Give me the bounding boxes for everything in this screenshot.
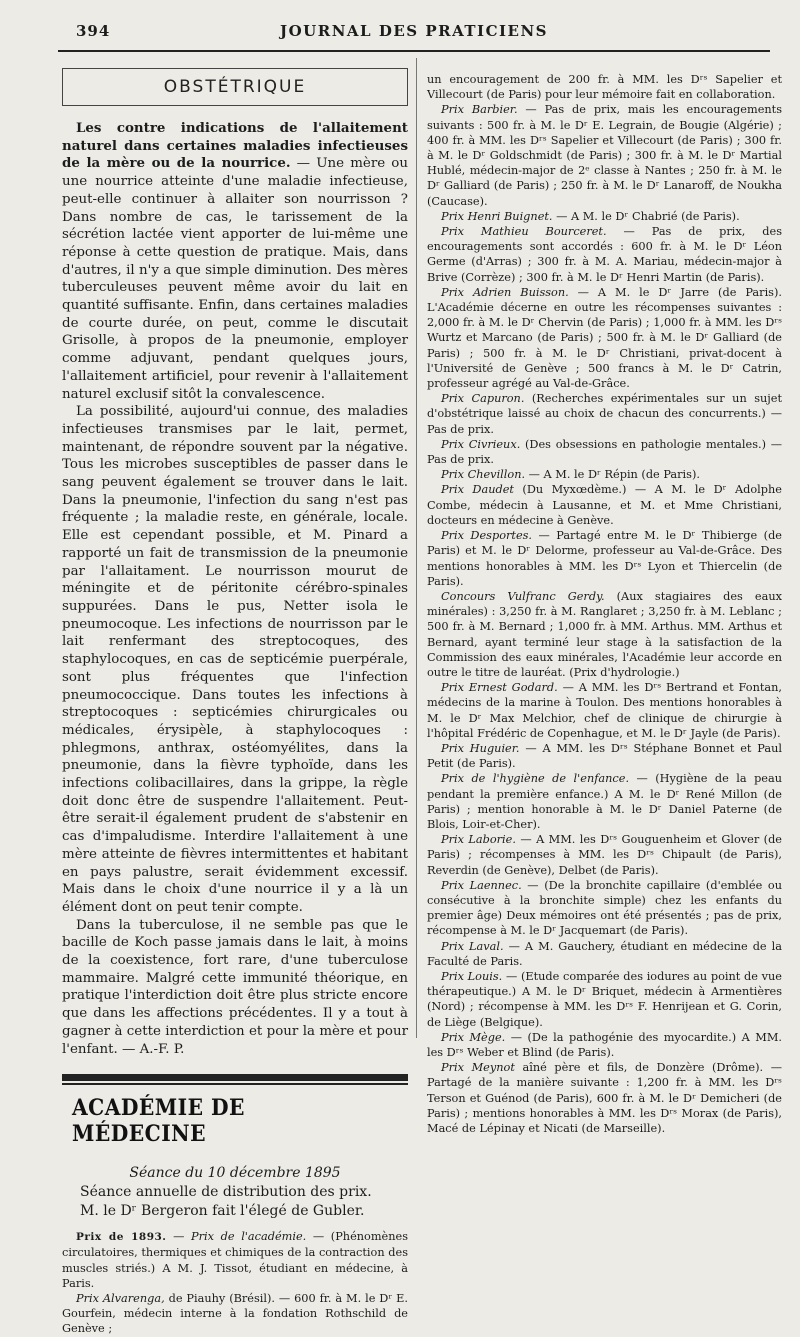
prize-name: Prix Chevillon. — [441, 468, 526, 482]
prize-name: Prix Capuron. — [441, 392, 525, 406]
prize-text: aîné père et fils, de Donzère (Drôme). — Partagé de la manière suivante : 1,200 fr. à MM. les Dʳˢ Terson et Guénod (de Paris), 600 fr. à M. le Dʳ Demicheri (de Paris) ; mentions honorables à MM. les Dʳˢ Morax (de Paris), Macé de Lépinay et Nicati (de Marseille). — [427, 1061, 783, 1136]
prize-entry — [427, 209, 782, 224]
prize-entry — [427, 969, 782, 1030]
prize-name: Prix Adrien Buisson. — [441, 285, 569, 299]
prize-entry: Prix de 1893. — Prix de l'académie. — (Phénomènes circulatoires, thermiques et chimiques de la contraction des muscles striés.) A M. J. Tissot, étudiant en médecine, à Paris. — [62, 1230, 408, 1290]
prize-entry — [427, 224, 782, 285]
article-paragraph: La possibilité, aujourd'ui connue, des maladies infectieuses transmises par le lait, permet, maintenant, de répondre souvent par la négative. Tous les microbes susceptibles de passer dans le sang peuvent également se trouver dans le lait. Dans la pneumonie, l'infection du sang n'est pas fréquente ; la maladie reste, en générale, locale. Elle est cependant possible, et M. Pinard a rapporté un fait de transmission de la pneumonie par l'allaitament. Le nourrisson mourut de méningite et de péritonite cérébro-spinales suppurées. Dans le pus, Netter isola le pneumocoque. Les infections de nourrisson par le lait renfermant des streptocoques, des staphylocoques, en cas de septicémie puerpérale, sont plus fréquentes que l'infection pneumococcique. Dans toutes les infections à streptocoques : septicémies chirurgicales ou médicales, érysipèle, à staphylocoques : phlegmons, anthrax, ostéomyélites, dans la pneumonie, dans la fièvre typhoïde, dans les infections colibacillaires, dans la grippe, la règle doit donc être de suspendre l'allaitement. Peut-être serait-il également prudent de s'abstenir en cas d'impaludisme. Interdire l'allaitement à une mère atteinte de fièvres intermittentes et habitant en pays palustre, serait évidemment excessif. Mais dans le choix d'une nourrice il y a là un élément dont on peut tenir compte. — [62, 404, 408, 915]
prize-entry — [427, 285, 782, 391]
prize-name: Prix de l'hygiène de l'enfance. — [441, 772, 630, 786]
prize-entry — [427, 741, 782, 771]
prize-entry — [427, 939, 782, 969]
section-separator — [62, 1074, 408, 1085]
prize-name: Prix Laval. — [441, 939, 504, 953]
prize-name: Prix Meynot — [441, 1061, 515, 1075]
prize-text: un encouragement de 200 fr. à MM. les Dʳˢ Sapelier et Villecourt (de Paris) pour leur mémoire fait en collaboration. — [427, 73, 782, 102]
prize-text: — (Hygiène de la peau pendant la première enfance.) A M. le Dʳ René Millon (de Paris) ; mention honorable à M. le Dʳ Daniel Paterne (de Blois, Loir-et-Cher). — [427, 772, 783, 831]
prize-entry — [427, 878, 782, 939]
prize-entry — [427, 1030, 782, 1060]
academie-title: ACADÉMIE DE MÉDECINE — [72, 1095, 245, 1148]
seance-date: Séance du 10 décembre 1895 — [129, 1165, 341, 1182]
prize-entry — [427, 482, 782, 528]
prize-name: Prix Mathieu Bourceret. — [441, 225, 607, 239]
prize-entry — [427, 589, 782, 680]
prize-name: Prix Huguier. — [441, 741, 520, 755]
page-number: 394 — [76, 22, 111, 40]
prize-name: Prix Civrieux. — [441, 437, 521, 451]
section-title: OBSTÉTRIQUE — [163, 77, 307, 97]
prize-name: Prix de l'académie. — [191, 1230, 307, 1244]
prize-year: Prix de 1893. — [76, 1231, 167, 1244]
prize-text: — A M. Gauchery, étudiant en médecine de la Faculté de Paris. — [427, 939, 782, 968]
prize-entry — [427, 528, 782, 589]
prize-entry — [62, 1291, 408, 1337]
prize-text: — (De la pathogénie des myocardite.) A MM. les Dʳˢ Weber et Blind (de Paris). — [427, 1030, 782, 1059]
seance-line: M. le Dʳ Bergeron fait l'élegé de Gubler. — [80, 1203, 365, 1220]
prize-name: Prix Barbier. — [441, 103, 518, 117]
prize-entry — [427, 102, 782, 208]
prize-text: — A MM. les Dʳˢ Gouguenheim et Glover (de Paris) ; récompenses à MM. les Dʳˢ Chipault (de Paris), Reverdin (de Genève), Delbet (de Paris). — [427, 833, 782, 877]
prize-text: de Piauhy (Brésil). — 600 fr. à M. le Dʳ E. Gourfein, médecin interne à la fondation Rothschild de Genève ; — [62, 1292, 408, 1336]
seance-line: Séance annuelle de distribution des prix. — [80, 1184, 372, 1201]
prize-text: — (Etude comparée des iodures au point de vue thérapeutique.) A M. le Dʳ Briquet, médecin à Armentières (Nord) ; récompense à MM. les Dʳˢ F. Henrijean et G. Corin, de Liège (Belgique). — [427, 969, 782, 1029]
prize-text: — A M. le Dʳ Chabrié (de Paris). — [552, 209, 740, 223]
right-column — [427, 72, 783, 1136]
prize-name: Prix Daudet — [441, 483, 514, 497]
column-divider — [416, 58, 417, 1038]
prize-entry — [427, 391, 782, 437]
prize-name: Prix Louis. — [441, 969, 503, 983]
prize-name: Prix Laborie. — [441, 833, 516, 847]
page-header — [58, 16, 770, 52]
prize-text: — Pas de prix, mais les encouragements suivants : 500 fr. à M. le Dʳ E. Legrain, de Bougie (Algérie) ; 400 fr. à MM. les Dʳˢ Sapelier et Villecourt (de Paris) ; 300 fr. à M. le Dʳ Goldschmidt (de Paris) ; 300 fr. à M. le Dʳ Martial Hublé, médecin-major de 2ᵉ classe à Nantes ; 250 fr. à M. le Dʳ Galliard (de Paris) ; 250 fr. à M. le Dʳ Lanaroff, de Noukha (Caucase). — [427, 103, 782, 208]
prize-entry — [427, 832, 782, 878]
prize-entry — [427, 680, 782, 741]
prize-text: — A M. le Dʳ Répin (de Paris). — [525, 468, 700, 482]
prize-text: (Du Myxœdème.) — A M. le Dʳ Adolphe Combe, médecin à Lausanne, et M. et Mme Christiani, docteurs en médecine à Genève. — [427, 483, 782, 527]
prize-text: — Partagé entre M. le Dʳ Thibierge (de Paris) et M. le Dʳ Delorme, professeur au Val-de-Grâce. Des mentions honorables à MM. les Dʳˢ Lyon et Thiercelin (de Paris). — [427, 529, 782, 588]
prize-name: Prix Mège. — [441, 1030, 506, 1044]
prize-entry — [427, 771, 782, 832]
journal-title: JOURNAL DES PRATICIENS — [280, 22, 548, 40]
left-column — [62, 62, 408, 1336]
prize-entry — [427, 72, 782, 102]
prize-entry — [427, 437, 782, 467]
prize-text: — (De la bronchite capillaire (d'emblée ou consécutive à la bronchite simple) chez les enfants du premier âge) Deux mémoires ont été présentés ; pas de prix, récompense à M. le Dʳ Jacquemart (de Paris). — [427, 878, 782, 938]
article-text: — Une mère ou une nourrice atteinte d'une maladie infectieuse, peut-elle continuer à allaiter son nourrisson ? Dans nombre de cas, le tarissement de la sécrétion lactée vient apporter de lui-même une réponse à cette question de pratique. Mais, dans d'autres, il n'y a que simple diminution. Des mères tuberculeuses peuvent même avoir du lait en quantité suffisante. Enfin, dans certaines maladies de courte durée, on peut, comme le discutait Grisolle, à propos de la pneumonie, employer comme adjuvant, pendant quelques jours, l'allaitement artificiel, pour revenir à l'allaitement naturel exclusif sitôt la convalescence. — [62, 156, 408, 402]
article-paragraph: Dans la tuberculose, il ne semble pas que le bacille de Koch passe jamais dans le lait, à moins de la coexistence, fort rare, d'une tuberculose mammaire. Malgré cette immunité théorique, en pratique l'interdiction doit être plus stricte encore que dans les affections précédentes. Il y a tout à gagner à cette interdiction et pour la mère et pour l'enfant. — A.-F. P. — [62, 917, 408, 1057]
prize-name: Prix Alvarenga, — [76, 1292, 165, 1306]
prize-entry — [427, 1060, 782, 1136]
prize-name: Prix Ernest Godard. — [441, 681, 558, 695]
prize-name: Prix Laennec. — [441, 878, 522, 892]
prize-text: (Recherches expérimentales sur un sujet d'obstétrique laissé au choix de chacun des concurrents.) — Pas de prix. — [427, 392, 783, 436]
prize-text: — A MM. les Dʳˢ Stéphane Bonnet et Paul Petit (de Paris). — [427, 741, 782, 771]
prize-name: Prix Henri Buignet. — [441, 209, 553, 223]
prize-text: (Des obsessions en pathologie mentales.) — Pas de prix. — [427, 437, 783, 467]
prize-text: — A MM. les Dʳˢ Bertrand et Fontan, médecins de la marine à Toulon. Des mentions honorables à M. le Dʳ Max Melchior, chef de clinique de chirurgie à l'hôpital Frédéric de Copenhague, et M. le Dʳ Jayle (de Paris). — [427, 681, 782, 740]
prize-name: Concours Vulfranc Gerdy. — [441, 589, 605, 603]
prize-text: — Pas de prix, des encouragements sont accordés : 600 fr. à M. le Dʳ Léon Germe (d'Arras) ; 300 fr. à M. A. Mariau, médecin-major à Brive (Corrèze) ; 300 fr. à M. le Dʳ Henri Martin (de Paris). — [427, 225, 782, 284]
prize-text: — (Phénomènes circulatoires, thermiques et chimiques de la contraction des muscles striés.) A M. J. Tissot, étudiant en médecine, à Paris. — [62, 1230, 408, 1290]
prize-text: (Aux stagiaires des eaux minérales) : 3,250 fr. à M. Ranglaret ; 3,250 fr. à M. Leblanc ; 500 fr. à M. Bernard ; 1,000 fr. à MM. Arthus. MM. Arthus et Bernard, ayant terminé leur stage à la satisfaction de la Commission des eaux minérales, l'Académie leur accorde en outre le titre de lauréat. (Prix d'hydrologie.) — [427, 589, 783, 679]
prize-name: Prix Desportes. — [441, 529, 533, 543]
prize-entry — [427, 467, 782, 482]
article-headline: Les contre indications de l'allaitement naturel dans certaines maladies infectieuses de la mère ou de la nourrice. — [62, 120, 408, 172]
section-header-box — [62, 68, 408, 106]
article-paragraph — [62, 120, 408, 403]
prize-text: — A M. le Dʳ Jarre (de Paris). L'Académie décerne en outre les récompenses suivantes : 2,000 fr. à M. le Dʳ Chervin (de Paris) ; 1,000 fr. à MM. les Dʳˢ Wurtz et Marcano (de Paris) ; 500 fr. à M. le Dʳ Galliard (de Paris) ; 500 fr. à M. le Dʳ Christiani, privat-docent à l'Université de Genève ; 500 francs à M. le Dʳ Catrin, professeur agrégé au Val-de-Grâce. — [427, 285, 782, 391]
